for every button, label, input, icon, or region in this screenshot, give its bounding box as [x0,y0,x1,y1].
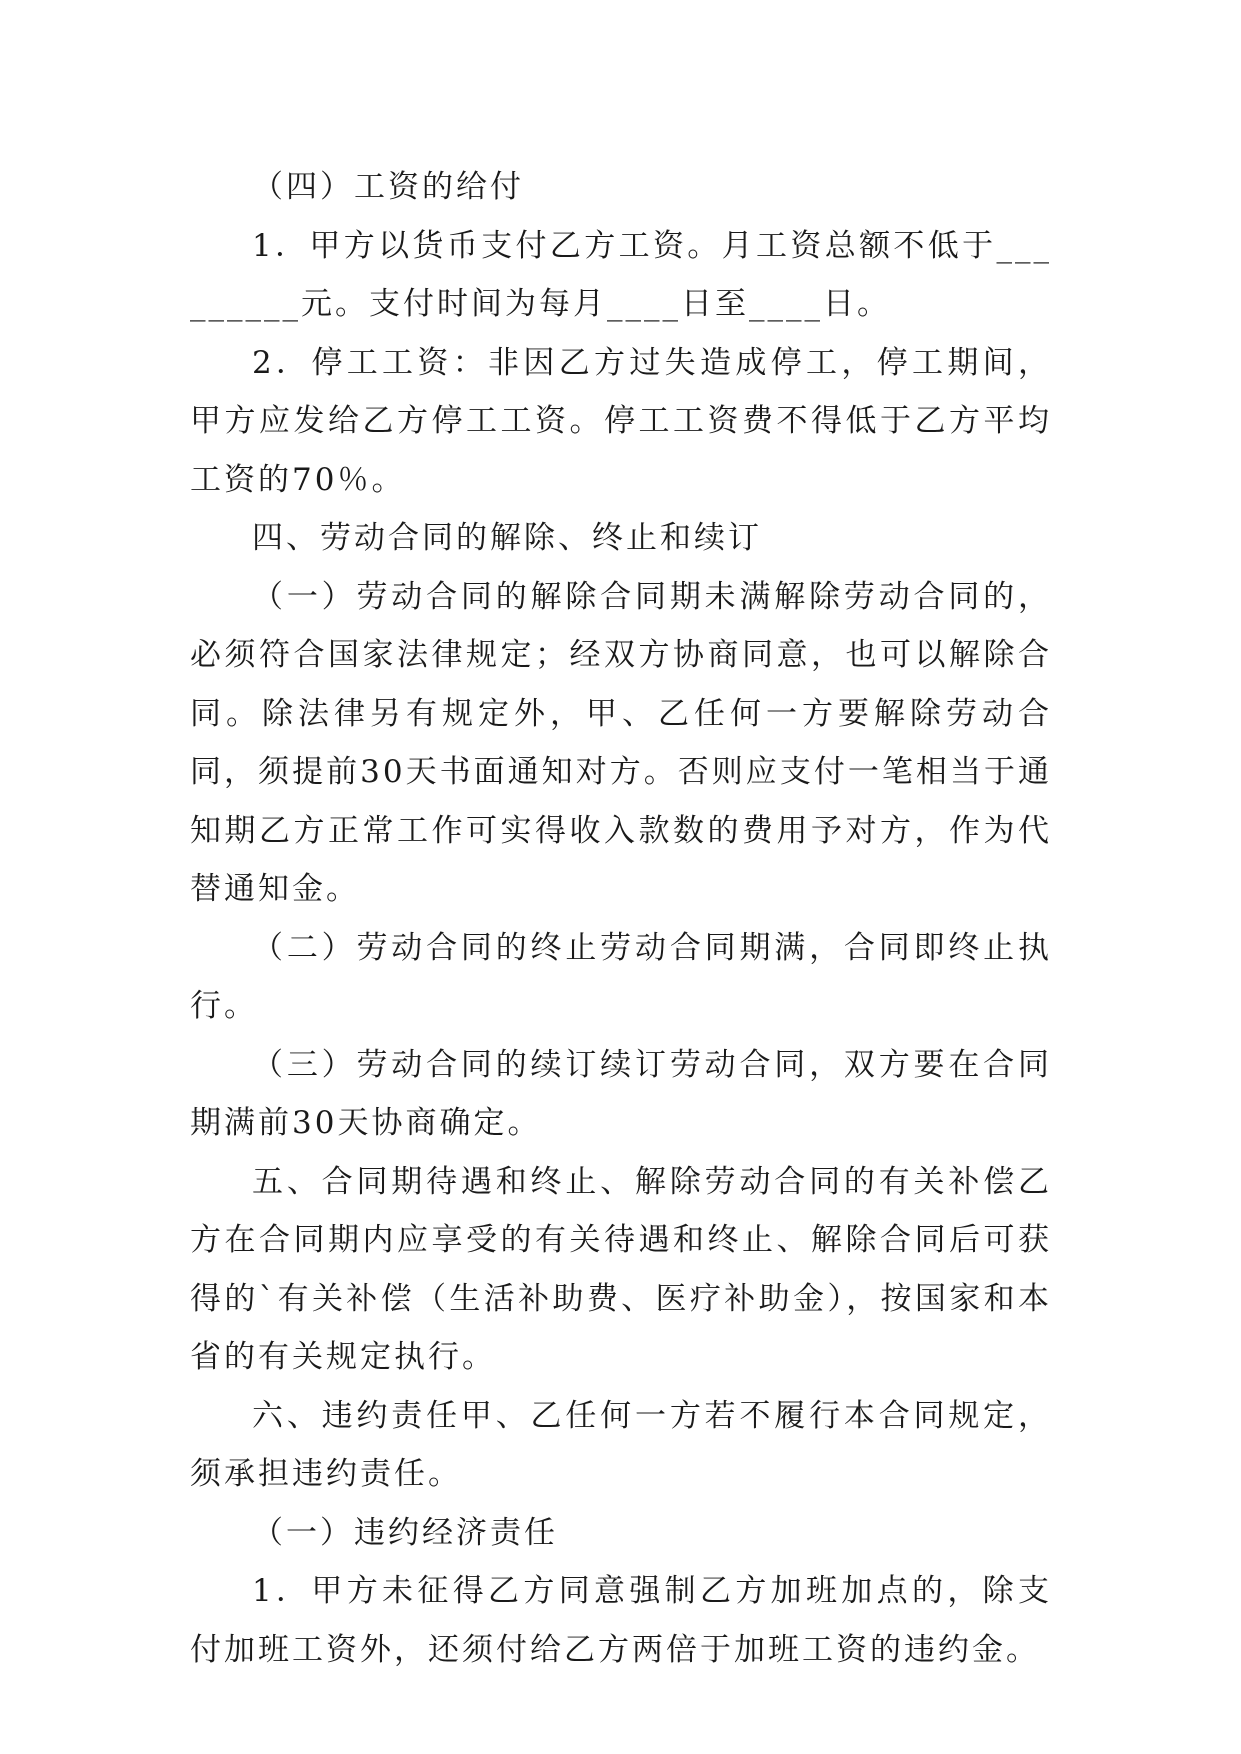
clause-contract-renewal: （三）劳动合同的续订续订劳动合同，双方要在合同期满前30天协商确定。 [190,1046,1052,1141]
clause-contract-termination: （二）劳动合同的终止劳动合同期满，合同即终止执行。 [190,929,1052,1024]
section-heading-termination: 四、劳动合同的解除、终止和续订 [252,520,762,556]
document-body [190,158,1052,1679]
clause-overtime-penalty: 1．甲方未征得乙方同意强制乙方加班加点的，除支付加班工资外，还须付给乙方两倍于加班工资的违约金。 [190,1573,1052,1668]
subsection-heading-wage-payment: （四）工资的给付 [252,169,524,205]
subsection-heading-economic-liability: （一）违约经济责任 [252,1514,558,1551]
section-compensation: 五、合同期待遇和终止、解除劳动合同的有关补偿乙方在合同期内应享受的有关待遇和终止、解除合同后可获得的`有关补偿（生活补助费、医疗补助金），按国家和本省的有关规定执行。 [190,1163,1052,1375]
clause-suspension-wage: 2．停工工资：非因乙方过失造成停工，停工期间，甲方应发给乙方停工工资。停工工资费不得低于乙方平均工资的70％。 [190,344,1052,498]
clause-contract-dissolution: （一）劳动合同的解除合同期未满解除劳动合同的，必须符合国家法律规定；经双方协商同意，也可以解除合同。除法律另有规定外，甲、乙任何一方要解除劳动合同，须提前30天书面通知对方。否则应支付一笔相当于通知期乙方正常工作可实得收入款数的费用予对方，作为代替通知金。 [190,578,1052,907]
clause-monetary-wage: 1．甲方以货币支付乙方工资。月工资总额不低于_________元。支付时间为每月____日至____日。 [190,227,1052,322]
section-liability: 六、违约责任甲、乙任何一方若不履行本合同规定，须承担违约责任。 [190,1397,1052,1492]
